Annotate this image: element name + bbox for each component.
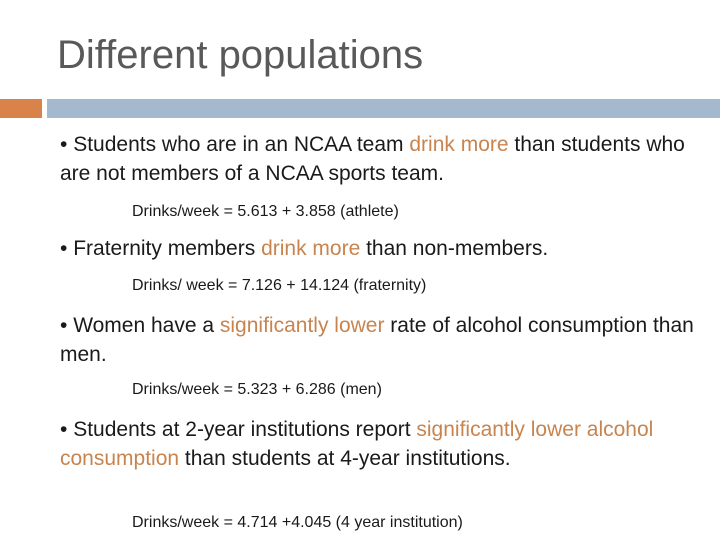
- bullet-ncaa: [60, 130, 710, 188]
- bullet-highlight: drink more: [261, 237, 361, 260]
- title-rule-bar: [47, 99, 720, 118]
- bullet-text: than non-members.: [360, 237, 549, 260]
- bullet-text: rate of alcohol consumption than men.: [60, 314, 694, 366]
- bullet-women: [60, 311, 710, 369]
- bullet-text: Fraternity members: [73, 237, 262, 260]
- bullet-marker: •: [60, 314, 74, 337]
- bullet-text: than students at 4-year institutions.: [179, 447, 511, 470]
- bullet-marker: •: [60, 133, 74, 156]
- bullet-text: Students who are in an NCAA team: [73, 133, 410, 156]
- accent-bar: [0, 99, 42, 118]
- bullet-text: than students who are not members of a NCAA sports team.: [60, 133, 685, 185]
- formula-4year-institution: Drinks/week = 4.714 +4.045 (4 year institution): [132, 514, 463, 531]
- formula-men: Drinks/week = 5.323 + 6.286 (men): [132, 381, 382, 398]
- bullet-text: Women have a: [73, 314, 220, 337]
- bullet-highlight: significantly lower alcohol consumption: [60, 418, 654, 470]
- bullet-2year-institutions: [60, 415, 710, 473]
- formula-fraternity: Drinks/ week = 7.126 + 14.124 (fraternity): [132, 277, 427, 294]
- bullet-marker: •: [60, 237, 74, 260]
- bullet-highlight: significantly lower: [219, 314, 385, 337]
- formula-athlete: Drinks/week = 5.613 + 3.858 (athlete): [132, 203, 399, 220]
- bullet-highlight: drink more: [409, 133, 509, 156]
- bullet-text: Students at 2-year institutions report: [73, 418, 417, 441]
- bullet-fraternity: [60, 234, 710, 263]
- bullet-marker: •: [60, 418, 74, 441]
- slide-title: Different populations: [57, 33, 424, 77]
